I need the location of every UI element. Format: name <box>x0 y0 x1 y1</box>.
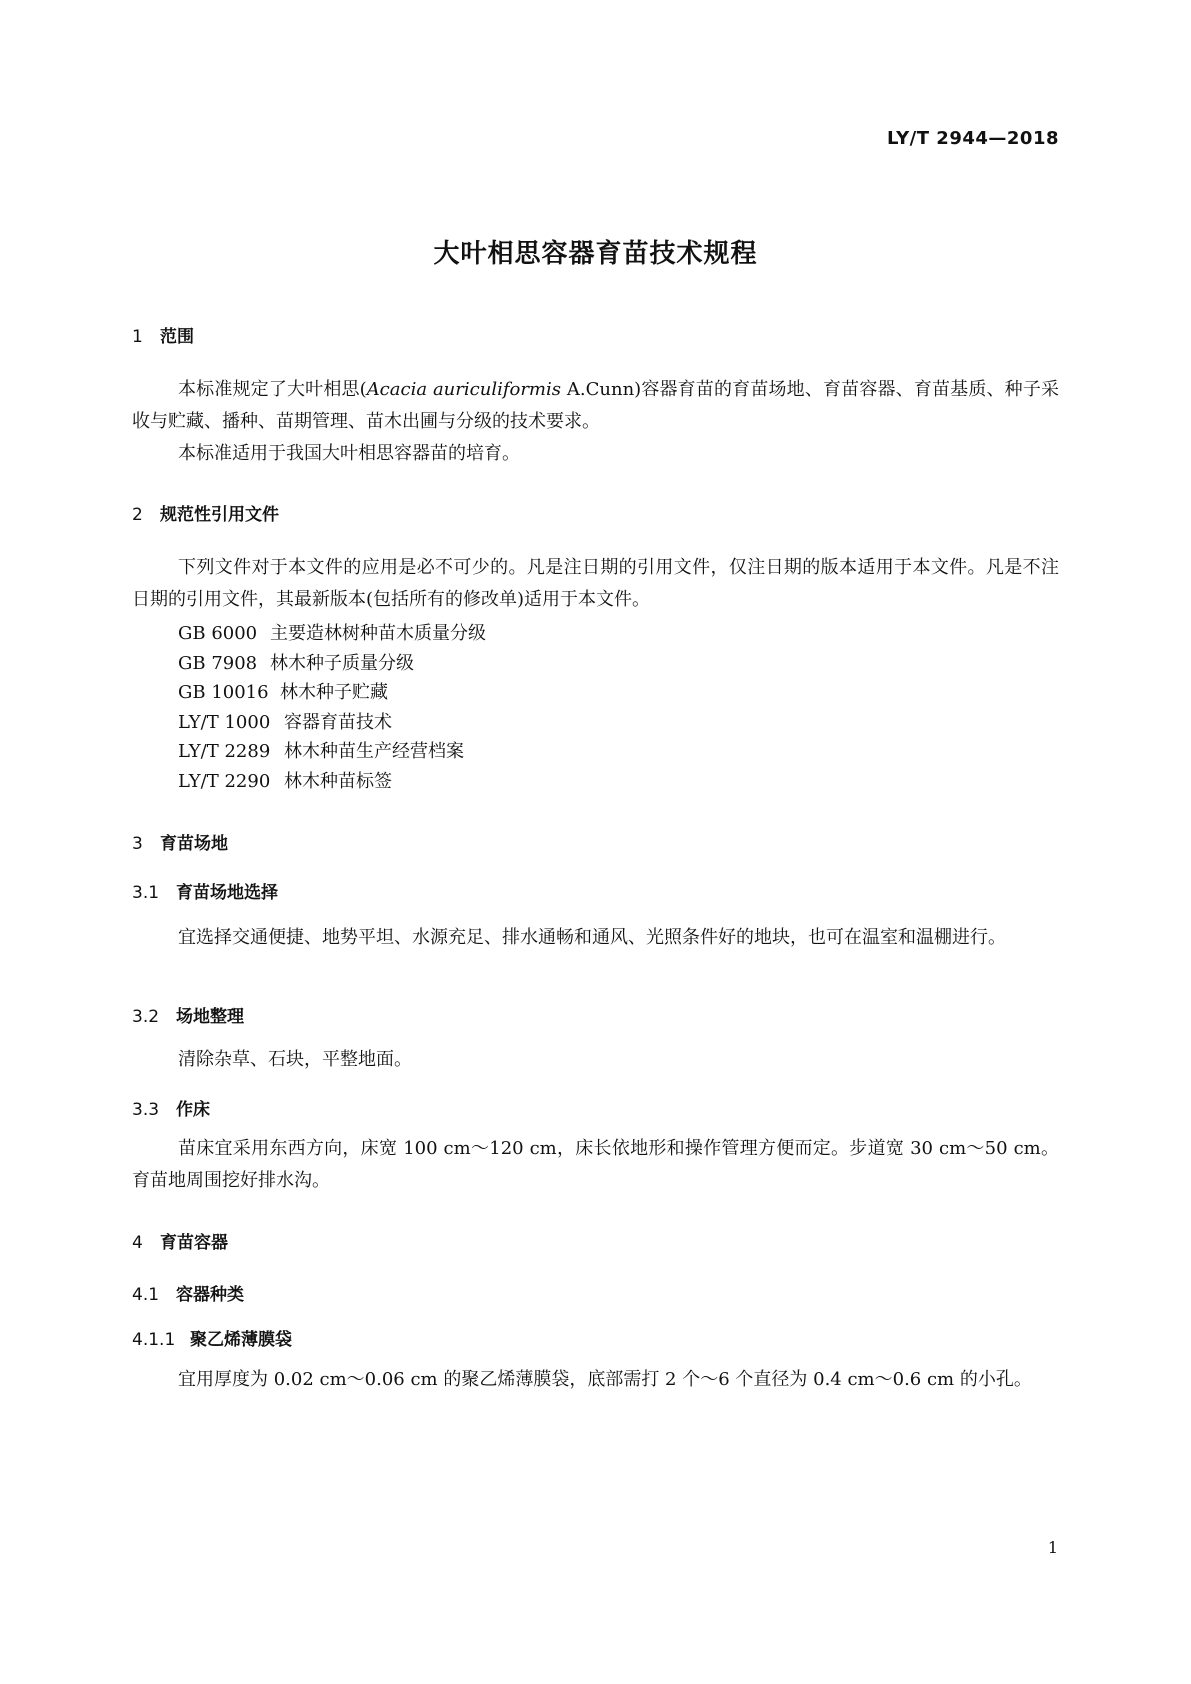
section-title: 育苗场地 <box>160 834 228 854</box>
reference-title: 主要造林树种苗木质量分级 <box>270 623 486 644</box>
scope-text-start: 本标准规定了大叶相思( <box>178 379 367 400</box>
reference-title: 林木种子质量分级 <box>270 653 414 674</box>
reference-code: LY/T 1000 <box>178 712 271 733</box>
section-title: 聚乙烯薄膜袋 <box>190 1330 292 1350</box>
section-number: 1 <box>132 327 143 347</box>
document-title: 大叶相思容器育苗技术规程 <box>433 239 758 269</box>
reference-code: GB 10016 <box>178 682 269 703</box>
section-title: 育苗场地选择 <box>176 883 278 903</box>
reference-code: GB 7908 <box>178 653 258 674</box>
reference-title: 容器育苗技术 <box>284 712 392 733</box>
references-intro-paragraph: 下列文件对于本文件的应用是必不可少的。凡是注日期的引用文件，仅注日期的版本适用于本文件。凡是不注日期的引用文件，其最新版本(包括所有的修改单)适用于本文件。 <box>132 557 1059 610</box>
section-3-heading <box>132 829 228 854</box>
polyethylene-bag-paragraph: 宜用厚度为 0.02 cm～0.06 cm 的聚乙烯薄膜袋，底部需打 2 个～6 个直径为 0.4 cm～0.6 cm 的小孔。 <box>178 1369 1032 1390</box>
section-title: 规范性引用文件 <box>160 505 279 525</box>
section-3-3-heading <box>132 1095 210 1120</box>
standard-code: LY/T 2944—2018 <box>886 128 1059 149</box>
scope-applicability-paragraph: 本标准适用于我国大叶相思容器苗的培育。 <box>178 443 520 464</box>
section-title: 范围 <box>160 327 194 347</box>
section-2-heading <box>132 500 279 525</box>
section-number: 3.1 <box>132 883 160 903</box>
reference-item <box>178 649 414 675</box>
section-title: 作床 <box>176 1100 210 1120</box>
reference-code: GB 6000 <box>178 623 258 644</box>
reference-item <box>178 678 388 704</box>
reference-item <box>178 737 464 763</box>
reference-code: LY/T 2290 <box>178 771 271 792</box>
section-4-1-1-heading <box>132 1325 292 1350</box>
section-number: 4 <box>132 1233 143 1253</box>
section-number: 3 <box>132 834 143 854</box>
scope-text-end: A.Cunn)容器育苗的育苗场地、育苗容器、育苗基质、种子采收与贮藏、播种、苗期管理、苗木出圃与分级的技术要求。 <box>132 379 1059 432</box>
section-3-1-heading <box>132 878 278 903</box>
page-number: 1 <box>1047 1538 1058 1557</box>
reference-item <box>178 767 392 793</box>
section-number: 3.2 <box>132 1007 160 1027</box>
scope-paragraph <box>132 374 1059 438</box>
section-number: 2 <box>132 505 143 525</box>
section-4-heading <box>132 1228 228 1253</box>
reference-item <box>178 619 486 645</box>
section-number: 3.3 <box>132 1100 160 1120</box>
section-3-2-heading <box>132 1002 244 1027</box>
reference-title: 林木种苗生产经营档案 <box>284 741 464 762</box>
reference-code: LY/T 2289 <box>178 741 271 762</box>
reference-title: 林木种苗标签 <box>284 771 392 792</box>
reference-item <box>178 708 392 734</box>
site-preparation-paragraph: 清除杂草、石块，平整地面。 <box>178 1049 412 1070</box>
site-selection-paragraph: 宜选择交通便捷、地势平坦、水源充足、排水通畅和通风、光照条件好的地块，也可在温室和温棚进行。 <box>178 927 1006 948</box>
latin-name: Acacia auriculiformis <box>366 379 561 400</box>
bed-making-paragraph: 苗床宜采用东西方向，床宽 100 cm～120 cm，床长依地形和操作管理方便而定。步道宽 30 cm～50 cm。育苗地周围挖好排水沟。 <box>132 1138 1059 1191</box>
section-title: 容器种类 <box>176 1285 244 1305</box>
section-number: 4.1 <box>132 1285 160 1305</box>
section-title: 育苗容器 <box>160 1233 228 1253</box>
reference-title: 林木种子贮藏 <box>280 682 388 703</box>
section-title: 场地整理 <box>176 1007 244 1027</box>
section-1-heading <box>132 322 194 347</box>
section-number: 4.1.1 <box>132 1330 176 1350</box>
section-4-1-heading <box>132 1280 244 1305</box>
